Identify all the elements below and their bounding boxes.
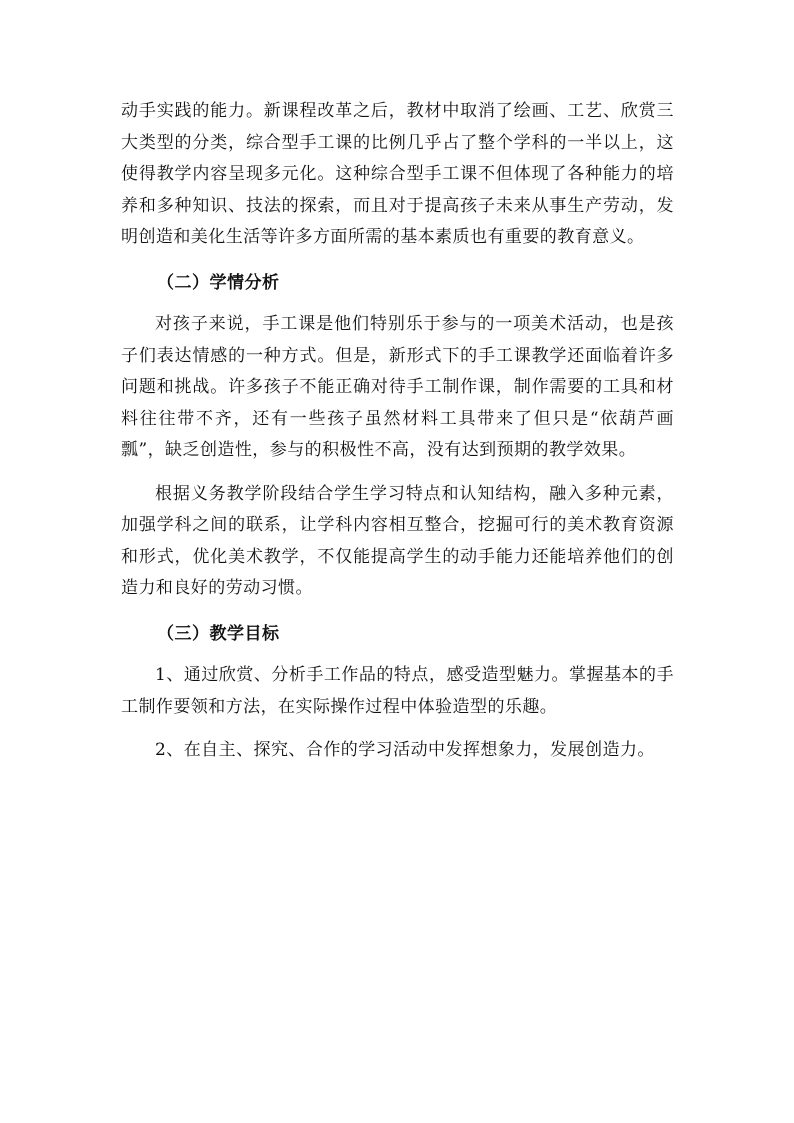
section-heading-learning-analysis: （二）学情分析: [157, 272, 280, 293]
body-paragraph-continued: 动手实践的能力。新课程改革之后，教材中取消了绘画、工艺、欣赏三大类型的分类，综合型手工课的比例几乎占了整个学科的一半以上，这使得教学内容呈现多元化。这种综合型手工课不但体现了各种能力的培养和多种知识、技法的探索，而且对于提高孩子未来从事生产劳动，发明创造和美化生活等许多方面所需的基本素质也有重要的教育意义。: [121, 101, 674, 247]
body-paragraph-learning-analysis-1: 对孩子来说，手工课是他们特别乐于参与的一项美术活动，也是孩子们表达情感的一种方式。但是，新形式下的手工课教学还面临着许多问题和挑战。许多孩子不能正确对待手工制作课，制作需要的工具和材料往往带不齐，还有一些孩子虽然材料工具带来了但只是“依葫芦画瓢”，缺乏创造性，参与的积极性不高，没有达到预期的教学效果。: [121, 314, 674, 460]
section-heading-teaching-goals: （三）教学目标: [157, 623, 280, 644]
document-body: [121, 96, 674, 767]
body-paragraph-learning-analysis-2: 根据义务教学阶段结合学生学习特点和认知结构，融入多种元素，加强学科之间的联系，让学科内容相互整合，挖掘可行的美术教育资源和形式，优化美术教学，不仅能提高学生的动手能力还能培养他们的创造力和良好的劳动习惯。: [121, 483, 674, 598]
teaching-goal-item-2: 2、在自主、探究、合作的学习活动中发挥想象力，发展创造力。: [155, 740, 655, 760]
teaching-goal-item-1: 1、通过欣赏、分析手工作品的特点，感受造型魅力。掌握基本的手工制作要领和方法，在实际操作过程中体验造型的乐趣。: [121, 665, 674, 717]
